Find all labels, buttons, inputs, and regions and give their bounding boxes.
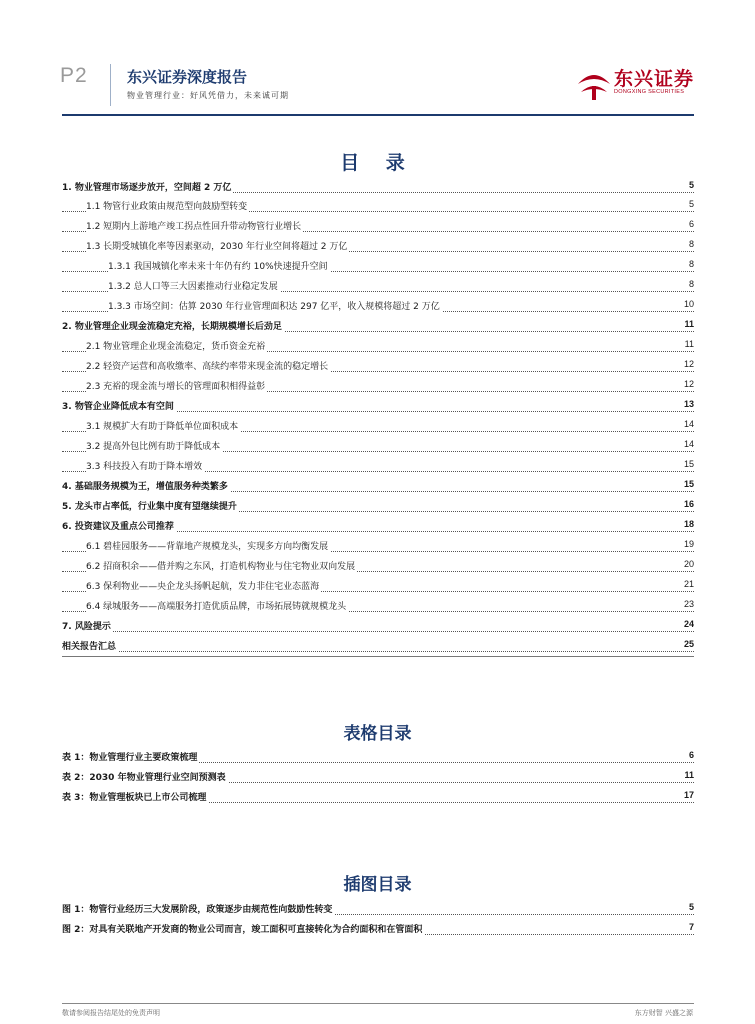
toc-title: 目 录 — [340, 152, 415, 174]
toc-entry[interactable]: 1.1 物管行业政策由规范型向鼓励型转变 5 — [62, 199, 694, 217]
toc-entry[interactable]: 3.2 提高外包比例有助于降低成本 14 — [62, 439, 694, 457]
table-entry[interactable]: 表 1：物业管理行业主要政策梳理 6 — [62, 750, 694, 763]
toc-entry[interactable]: 2.3 充裕的现金流与增长的管理面积相得益彰 12 — [62, 379, 694, 397]
toc-entry[interactable]: 2.2 轻资产运营和高收缴率、高续约率带来现金流的稳定增长 12 — [62, 359, 694, 377]
table-entry[interactable]: 表 3：物业管理板块已上市公司梳理 17 — [62, 790, 694, 803]
toc-entry[interactable]: 3.3 科技投入有助于降本增效 15 — [62, 459, 694, 477]
toc-entry[interactable]: 1.3.2 总人口等三大因素推动行业稳定发展 8 — [62, 279, 694, 297]
tables-list — [62, 750, 694, 810]
report-brand: 东兴证券深度报告 — [127, 68, 248, 86]
figures-title: 插图目录 — [343, 875, 412, 895]
company-logo — [576, 60, 696, 104]
footer-disclaimer: 敬请参阅报告结尾处的免责声明 — [62, 1009, 160, 1017]
header-divider — [110, 64, 111, 106]
toc-entry[interactable]: 1.3.3 市场空间：估算 2030 年行业管理面积达 297 亿平，收入规模将超过 2 万亿 10 — [62, 299, 694, 317]
page-header — [0, 0, 755, 118]
logo-emblem-icon — [576, 62, 612, 102]
figure-entry[interactable]: 图 2：对具有关联地产开发商的物业公司而言，竣工面积可直接转化为合约面积和在管面积 7 — [62, 922, 694, 935]
toc-entry[interactable]: 6.2 招商积余——借并购之东风，打造机构物业与住宅物业双向发展 20 — [62, 559, 694, 577]
toc-entry[interactable]: 4. 基础服务规模为王，增值服务种类繁多 15 — [62, 479, 694, 492]
toc-entry[interactable]: 3. 物管企业降低成本有空间 13 — [62, 399, 694, 412]
table-entry[interactable]: 表 2：2030 年物业管理行业空间预测表 11 — [62, 770, 694, 783]
report-subtitle: 物业管理行业：好风凭借力，未来诚可期 — [127, 91, 289, 100]
toc-entry[interactable]: 7. 风险提示 24 — [62, 619, 694, 632]
toc-entry[interactable]: 相关报告汇总 25 — [62, 639, 694, 652]
figures-list — [62, 902, 694, 942]
tables-title: 表格目录 — [343, 724, 412, 744]
figure-entry[interactable]: 图 1：物管行业经历三大发展阶段，政策逐步由规范性向鼓励性转变 5 — [62, 902, 694, 915]
toc-entry[interactable]: 6.3 保利物业——央企龙头扬帆起航，发力非住宅业态蓝海 21 — [62, 579, 694, 597]
page-number: P2 — [60, 64, 88, 87]
toc-entry[interactable]: 3.1 规模扩大有助于降低单位面积成本 14 — [62, 419, 694, 437]
toc-entry[interactable]: 1.3.1 我国城镇化率未来十年仍有约 10%快速提升空间 8 — [62, 259, 694, 277]
toc-entry[interactable]: 6. 投资建议及重点公司推荐 18 — [62, 519, 694, 532]
toc-entry[interactable]: 5. 龙头市占率低，行业集中度有望继续提升 16 — [62, 499, 694, 512]
toc-entry[interactable]: 6.1 碧桂园服务——背靠地产规模龙头，实现多方向均衡发展 19 — [62, 539, 694, 557]
footer-slogan: 东方财智 兴盛之源 — [634, 1009, 693, 1017]
header-rule — [62, 114, 694, 116]
footer-rule — [62, 1003, 694, 1004]
logo-text-cn: 东兴证券 — [614, 68, 695, 90]
toc-entry[interactable]: 6.4 绿城服务——高端服务打造优质品牌，市场拓展铸就规模龙头 23 — [62, 599, 694, 617]
toc-entry[interactable]: 1.2 短期内上游地产竣工拐点性回升带动物管行业增长 6 — [62, 219, 694, 237]
toc-entry[interactable]: 2.1 物业管理企业现金流稳定，货币资金充裕 11 — [62, 339, 694, 357]
toc-entry[interactable]: 1.3 长期受城镇化率等因素驱动，2030 年行业空间将超过 2 万亿 8 — [62, 239, 694, 257]
toc-bottom-rule — [62, 656, 694, 657]
toc-list — [62, 180, 694, 660]
logo-text-en: DONGXING SECURITIES — [614, 89, 685, 95]
toc-entry[interactable]: 1. 物业管理市场逐步放开，空间超 2 万亿 5 — [62, 180, 694, 193]
toc-entry[interactable]: 2. 物业管理企业现金流稳定充裕，长期规模增长后劲足 11 — [62, 319, 694, 332]
